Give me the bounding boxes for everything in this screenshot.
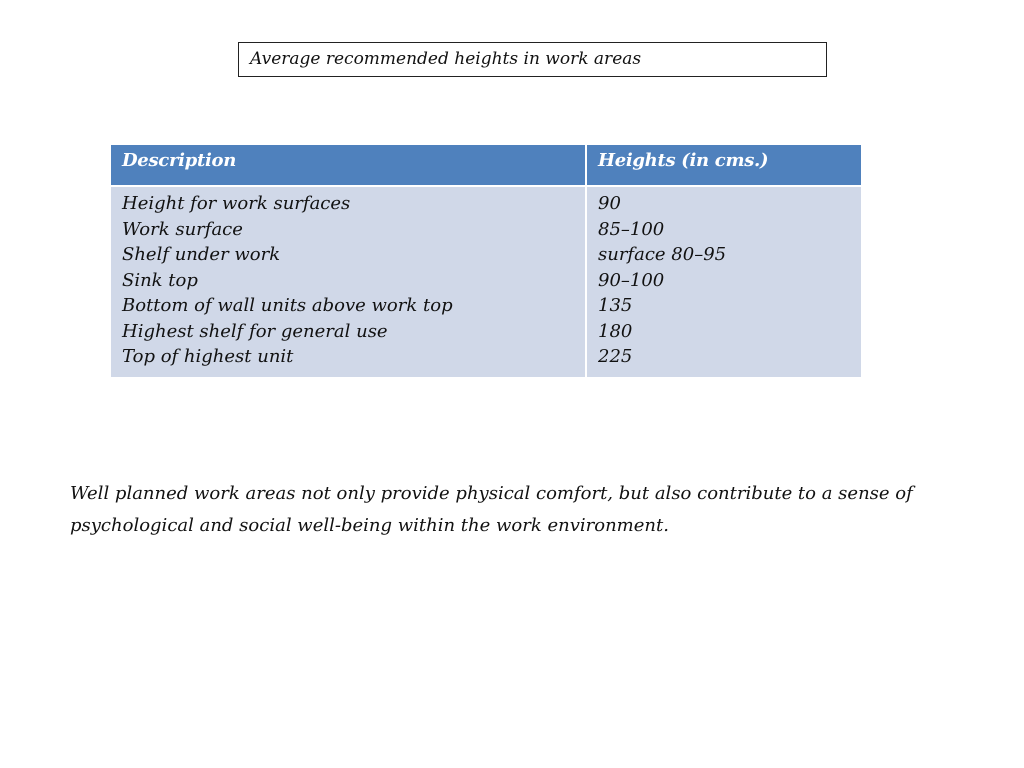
description-item: Shelf under work bbox=[122, 244, 281, 265]
description-item: Sink top bbox=[122, 269, 198, 291]
description-item: Height for work surfaces bbox=[122, 193, 351, 214]
footer-paragraph bbox=[70, 478, 950, 542]
height-value: 90–100 bbox=[598, 269, 665, 291]
height-value: 85–100 bbox=[598, 218, 665, 240]
column-header-description: Description bbox=[111, 145, 587, 185]
description-cell bbox=[111, 187, 587, 377]
description-item: Work surface bbox=[122, 218, 243, 240]
height-value: 135 bbox=[598, 295, 633, 316]
footer-line: psychological and social well-being within the work environment. bbox=[70, 515, 669, 536]
height-value: surface 80–95 bbox=[598, 244, 727, 265]
heights-cell bbox=[587, 187, 861, 377]
height-value: 180 bbox=[598, 320, 633, 342]
description-item: Highest shelf for general use bbox=[122, 320, 388, 342]
column-header-heights: Heights (in cms.) bbox=[598, 150, 769, 171]
height-value: 225 bbox=[598, 346, 633, 367]
page-title: Average recommended heights in work areas bbox=[238, 42, 827, 77]
description-item: Top of highest unit bbox=[122, 346, 294, 367]
footer-line: Well planned work areas not only provide physical comfort, but also contribute to a sense of bbox=[70, 483, 913, 504]
table-row bbox=[111, 185, 861, 377]
heights-table bbox=[111, 145, 861, 377]
table-header-row bbox=[111, 145, 861, 185]
description-item: Bottom of wall units above work top bbox=[122, 295, 453, 316]
height-value: 90 bbox=[598, 193, 621, 214]
